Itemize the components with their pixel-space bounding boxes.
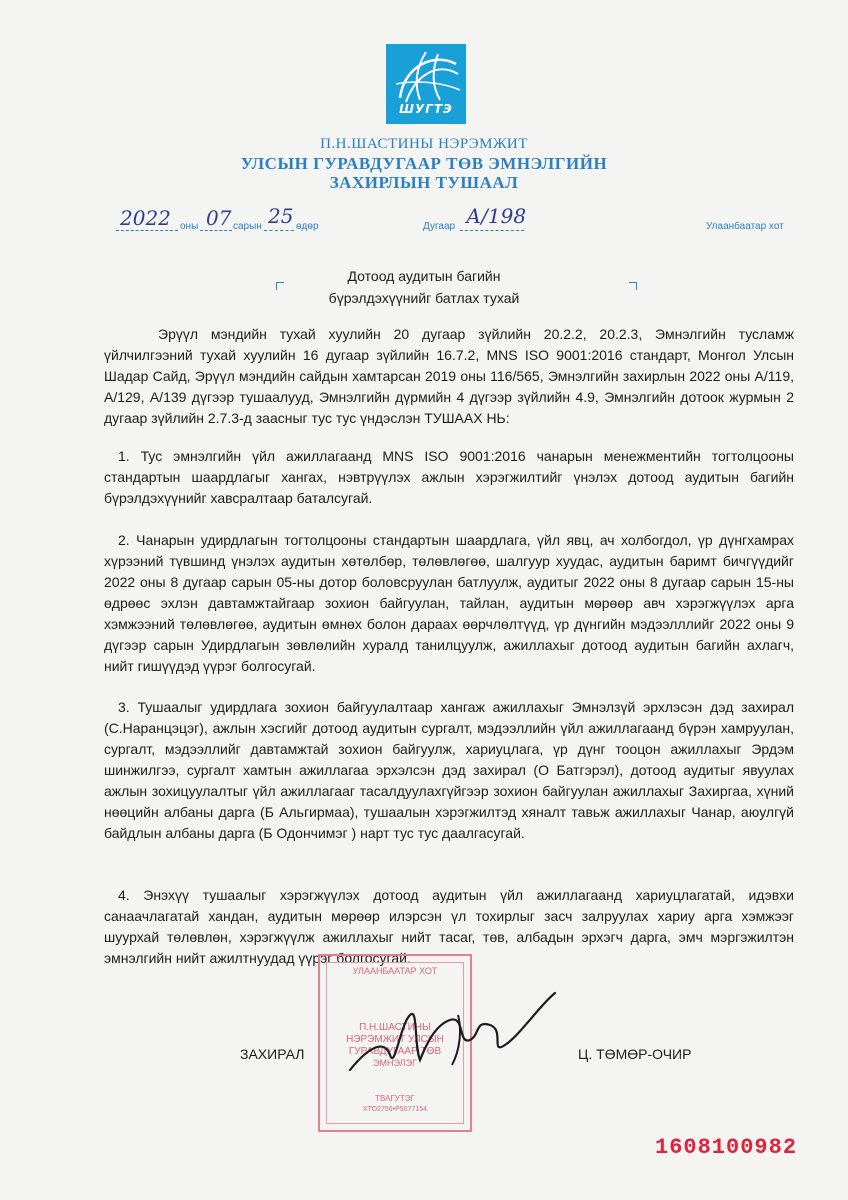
stamp-line-3: НЭРЭМЖИТ УЛСЫН bbox=[346, 1034, 444, 1045]
stamp-line-7: ХТО2756•Р5077154 bbox=[362, 1106, 428, 1113]
subject-line-2: бүрэлдэхүүнийг батлах тухай bbox=[328, 290, 520, 306]
logo-text: ШУГТЭ bbox=[399, 102, 453, 116]
stamp-line-2: П.Н.ШАСТИНЫ bbox=[359, 1022, 431, 1033]
document-serial-number: 1608100982 bbox=[655, 1135, 798, 1160]
date-day: 25 bbox=[268, 204, 294, 228]
preamble-paragraph: Эрүүл мэндийн тухай хуулийн 20 дугаар зүйлийн 20.2.2, 20.2.3, Эмнэлгийн тусламж үйлчилгээний тухай хуулийн 16 дугаар зүйлийн 16.7.2, MNS ISO 9001:2016 стандарт, Монгол Улсын Шадар Сайд, Эрүүл мэндийн сайдын хамтарсан 2019 оны 116/565, Эмнэлгийн захирлын 2022 оны А/119, А/129, А/139 дүгээр тушаалууд, Эмнэлгийн дүрмийн 4 дүгээр зүйлийн 4.9, Эмнэлгийн дотоок журмын 2 дугаар зүйлийн 2.7.3-д заасныг тус тус үндэслэн ТУШААХ НЬ: bbox=[104, 326, 794, 426]
order-item-3: 3. Тушаалыг удирдлага зохион байгуулалтаар хангаж ажиллахыг Эмнэлзүй эрхлэсэн дэд захирал (С.Наранцэцэг), ажлын хэсгийг дотоод аудитын сургалт, мэдээллийн үйл ажиллагаанд бүрэн хамруулан, сургалт, мэдээллийг давтамжтай зохион байгуулж, хариуцлага, үр дүнг тооцон ажиллахыг Эрдэм шинжилгээ, сургалт хамтын ажиллагаа эрхэлсэн дэд захирал (О Батгэрэл), дотоод аудитыг явуулах ажлын зохицуулалтыг үйл ажиллагааг тасалдуулахгүйгээр зохион байгуулан ажиллахыг Захиргаа, хүний нөөцийн албаны дарга (Б Альгирмаа), тушаалын хэрэгжилтэд хяналт тавьж ажиллахыг Чанар, аюулгүй байдлын албаны дарга (Б Одончимэг ) нарт тус тус даалгасугай. bbox=[104, 699, 794, 841]
day-underline bbox=[264, 230, 294, 232]
handwritten-signature bbox=[340, 985, 560, 1085]
stamp-line-6: ТВАГУТЭГ bbox=[375, 1094, 415, 1103]
hospital-logo bbox=[386, 44, 466, 124]
header-line-3: ЗАХИРЛЫН ТУШААЛ bbox=[329, 173, 519, 192]
stamp-line-5: ЭМНЭЛЭГ bbox=[373, 1058, 417, 1068]
number-underline bbox=[460, 230, 524, 232]
number-label: Дугаар bbox=[423, 221, 456, 232]
order-number: А/198 bbox=[466, 204, 527, 228]
signature-title: ЗАХИРАЛ bbox=[240, 1046, 305, 1062]
order-item-1: 1. Тус эмнэлгийн үйл ажиллагаанд MNS ISO 9001:2016 чанарын менежментийн тогтолцооны стандартын шаардлагыг хангах, нэвтрүүлэх ажлын хэрэгжилтийг үнэлэх дотоод аудитын багийн бүрэлдэхүүнийг хавсралтаар баталсугай. bbox=[104, 448, 794, 506]
month-label: сарын bbox=[233, 221, 262, 232]
header-line-2: УЛСЫН ГУРАВДУГААР ТӨВ ЭМНЭЛГИЙН bbox=[240, 154, 608, 173]
year-label: оны bbox=[180, 221, 199, 232]
subject-line-1: Дотоод аудитын багийн bbox=[347, 268, 501, 284]
city-label: Улаанбаатар хот bbox=[706, 221, 784, 232]
month-underline bbox=[200, 230, 232, 232]
header-line-1: П.Н.ШАСТИНЫ НЭРЭМЖИТ bbox=[320, 136, 528, 152]
date-month: 07 bbox=[206, 206, 232, 230]
day-label: өдөр bbox=[296, 221, 319, 232]
director-name: Ц. ТӨМӨР-ОЧИР bbox=[578, 1046, 692, 1062]
stamp-line-4: ГУРАВДУГААР ТӨВ bbox=[348, 1046, 442, 1057]
stamp-line-1: УЛААНБААТАР ХОТ bbox=[352, 966, 438, 976]
year-underline bbox=[116, 230, 178, 232]
date-year: 2022 bbox=[120, 206, 171, 230]
order-item-2: 2. Чанарын удирдлагын тогтолцооны стандартын шаардлага, үйл явц, ач холбогдол, үр дүнгхамрах хүрээний түвшинд үнэлэх аудитын хөтөлбөр, төлөвлөгөө, шалгуур хуудас, аудитын баримт бичгүүдийг 2022 оны 8 дугаар сарын 05-ны дотор боловсруулан батлуулж, аудитыг 2022 оны 8 дугаар сарын 15-ны өдрөөс эхлэн давтамжтайгаар зохион байгуулан, тайлан, аудитын мөрөөр авч хэрэгжүүлэх арга хэмжээний төлөвлөгөө, аудитын өмнөх болон дараах өөрчлөлтүүд, үр дүнгийн мэдээлллийг 2022 оны 9 дүгээр сарын Удирдлагын зөвлөлийн хуралд танилцуулж, ажиллахыг дотоод аудитын багийн ахлагч, нийт гишүүдэд үүрэг болгосугай. bbox=[104, 532, 794, 674]
order-item-4: 4. Энэхүү тушаалыг хэрэгжүүлэх дотоод аудитын үйл ажиллагаанд хариуцлагатай, идэвхи санаачлагатай хандан, аудитын мөрөөр илэрсэн үл тохирлыг засч залруулах хариу арга хэмжээг шуурхай төлөвлөн, хэрэгжүүлж ажиллахыг нийт тасаг, төв, албадын эрхэгч дарга, эмч мэргэжилтэн эмнэлгийн нийт ажилтнуудад үүрэг болгосугай. bbox=[104, 887, 794, 966]
